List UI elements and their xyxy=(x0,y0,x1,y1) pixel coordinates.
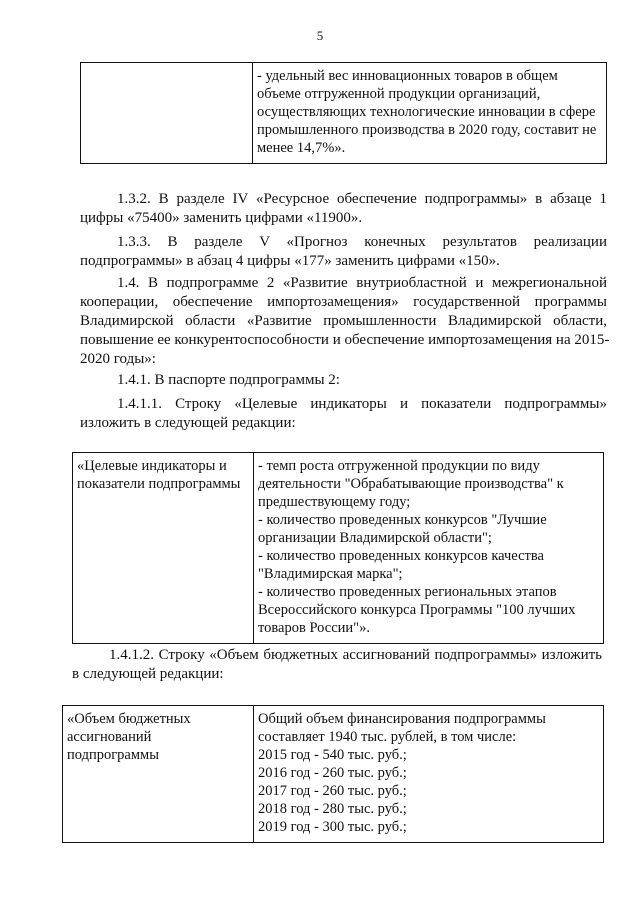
text-line: кооперации, обеспечение импортозамещения» государственной программы xyxy=(80,294,607,310)
table-cell-label xyxy=(73,453,254,644)
cell-line: - количество проведенных конкурсов "Лучшие xyxy=(258,512,547,528)
table-cell-empty xyxy=(81,63,253,164)
budget-allocation-table xyxy=(62,705,604,843)
text-line: 1.3.2. В разделе IV «Ресурсное обеспечение подпрограммы» в абзаце 1 xyxy=(117,191,607,207)
text-line: в следующей редакции: xyxy=(72,666,224,682)
cell-line: объеме отгруженной продукции организаций, xyxy=(257,86,541,102)
table-cell-indicators xyxy=(254,453,604,644)
paragraph-1-4-1 xyxy=(80,371,607,390)
text-line: повышение ее конкурентоспособности и обеспечение импортозамещения на 2015- xyxy=(80,332,610,348)
table-cell-label xyxy=(63,706,254,843)
cell-line: 2016 год - 260 тыс. руб.; xyxy=(258,765,407,781)
cell-line: промышленного производства в 2020 году, составит не xyxy=(257,122,597,138)
cell-line: Общий объем финансирования подпрограммы xyxy=(258,711,546,727)
cell-line: предшествующему году; xyxy=(258,494,411,510)
text-line: 1.4.1. В паспорте подпрограммы 2: xyxy=(117,372,340,388)
cell-line: 2017 год - 260 тыс. руб.; xyxy=(258,783,407,799)
cell-line: - темп роста отгруженной продукции по виду xyxy=(258,458,540,474)
text-line: изложить в следующей редакции: xyxy=(80,415,296,431)
page-number: 5 xyxy=(316,28,324,43)
cell-line: товаров России"». xyxy=(258,620,370,636)
text-line: 1.4.1.1. Строку «Целевые индикаторы и показатели подпрограммы» xyxy=(117,396,607,412)
cell-line: - количество проведенных конкурсов качества xyxy=(258,548,544,564)
cell-line: 2018 год - 280 тыс. руб.; xyxy=(258,801,407,817)
text-line: 1.3.3. В разделе V «Прогноз конечных результатов реализации xyxy=(117,234,607,250)
cell-line: менее 14,7%». xyxy=(257,140,346,156)
table-cell-funding xyxy=(254,706,604,843)
text-line: подпрограммы» в абзац 4 цифры «177» заменить цифрами «150». xyxy=(80,253,500,269)
cell-line: «Целевые индикаторы и xyxy=(77,458,227,474)
text-line: цифры «75400» заменить цифрами «11900». xyxy=(80,210,363,226)
cell-line: показатели подпрограммы xyxy=(77,476,241,492)
paragraph-1-4-1-2 xyxy=(72,646,602,684)
text-line: 2020 годы»: xyxy=(80,351,156,367)
cell-line: деятельности "Обрабатывающие производства" к xyxy=(258,476,564,492)
table-cell-indicator-text xyxy=(253,63,607,164)
cell-line: 2015 год - 540 тыс. руб.; xyxy=(258,747,407,763)
cell-line: осуществляющих технологические инновации в сфере xyxy=(257,104,596,120)
cell-line: Всероссийского конкурса Программы "100 лучших xyxy=(258,602,576,618)
cell-line: подпрограммы xyxy=(67,747,159,763)
cell-line: "Владимирская марка"; xyxy=(258,566,403,582)
paragraph-1-4-1-1 xyxy=(80,395,607,433)
cell-line: ассигнований xyxy=(67,729,152,745)
paragraph-1-3-3 xyxy=(80,233,607,271)
cell-line: - количество проведенных региональных этапов xyxy=(258,584,557,600)
text-line: 1.4.1.2. Строку «Объем бюджетных ассигнований подпрограммы» изложить xyxy=(109,647,602,663)
text-line: 1.4. В подпрограмме 2 «Развитие внутриобластной и межрегиональной xyxy=(117,275,607,291)
indicators-table-continued xyxy=(80,62,607,164)
target-indicators-table xyxy=(72,452,604,644)
cell-line: 2019 год - 300 тыс. руб.; xyxy=(258,819,407,835)
paragraph-1-3-2 xyxy=(80,190,607,228)
cell-line: - удельный вес инновационных товаров в общем xyxy=(257,68,558,84)
cell-line: организации Владимирской области"; xyxy=(258,530,492,546)
paragraph-1-4 xyxy=(80,274,610,369)
cell-line: составляет 1940 тыс. рублей, в том числе: xyxy=(258,729,517,745)
text-line: Владимирской области «Развитие промышленности Владимирской области, xyxy=(80,313,607,329)
cell-line: «Объем бюджетных xyxy=(67,711,191,727)
